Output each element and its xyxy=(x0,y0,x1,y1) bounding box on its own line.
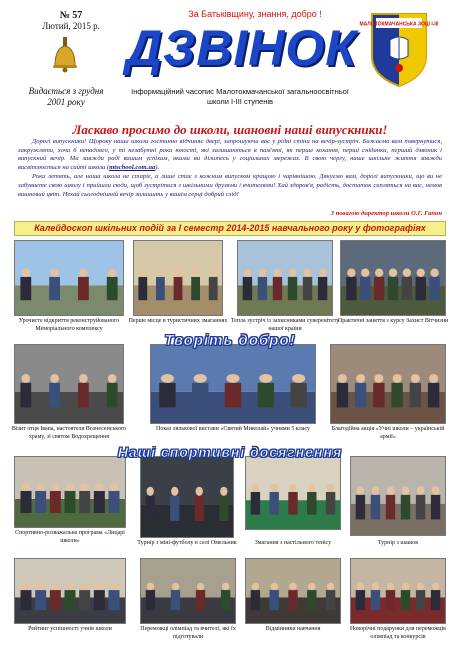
section-title-sports: Наші спортивні досягнення xyxy=(117,444,343,460)
letter-paragraph: Роки летять, але наша школа не старіє, а лише стає з кожним випуском кращою і чарівнішою. Дякуємо вам, дорогі випускники, що ви не забуваєте свою школу і прийшли сюди, щоб зустрітися з шкільними друзями і вчителями! Хай здоров'я, радість, достаток сипляться на вас, немов вишневий цвіт. Нехай сьогоднішній вечір залишить у вашім серці добрий слід! xyxy=(18,173,442,198)
letter-paragraph-suffix: ). xyxy=(155,163,160,171)
issue-date: Лютий, 2015 р. xyxy=(42,21,100,31)
photo-caption: Відмінники навчання xyxy=(265,626,321,632)
event-photo xyxy=(245,456,341,530)
event-photo xyxy=(330,344,446,424)
photo-caption: Практичні заняття з курсу Захист Вітчизни xyxy=(337,318,449,324)
event-photo xyxy=(340,240,446,316)
published-since: Видається з грудня 2001 року xyxy=(28,86,104,107)
photo-caption: Переможці олімпіад та вчителі, які їх підготували xyxy=(140,626,236,640)
photo-caption: Тепла зустріч із захисниками суверенітету нашої країни xyxy=(230,318,340,332)
photo-caption: Візит отця Івана, настоятеля Вознесенського храму, зі святом Водохрещення xyxy=(11,426,127,440)
event-photo xyxy=(133,240,223,316)
welcome-letter xyxy=(18,138,442,200)
photo-caption: Перше місце в туристичних змаганнях xyxy=(128,318,228,324)
event-photo xyxy=(140,456,234,538)
photo-caption: Турнір з шашок xyxy=(377,540,419,546)
photo-caption: Турнір з міні-футболу в селі Омельник xyxy=(137,540,237,546)
photo-caption: Новорічні подарунки для переможців олімпіад та конкурсів xyxy=(349,626,447,640)
slogan: За Батьківщину, знання, добро ! xyxy=(188,9,322,19)
welcome-heading: Ласкаво просимо до школи, шановні наші випускники! xyxy=(72,122,388,137)
issue-number: № 57 xyxy=(59,10,83,21)
event-photo xyxy=(350,456,446,536)
photo-caption: Змагання з настільного тенісу xyxy=(254,540,332,546)
director-signature: З повагою директор школи О.Г. Гапон xyxy=(330,210,442,217)
school-emblem xyxy=(359,10,439,88)
letter-paragraph xyxy=(18,138,442,172)
school-site-link[interactable]: mtschool.com.ua xyxy=(109,163,156,171)
event-photo xyxy=(245,558,341,624)
event-photo xyxy=(140,558,236,624)
event-photo xyxy=(14,344,124,424)
photo-caption: Урочисте відкриття реконструйованого Меморіального комплексу xyxy=(18,318,120,332)
photo-caption: Спортивно-розважальна програма «Лицарі школи» xyxy=(15,530,125,544)
newspaper-title: ДЗВІНОК xyxy=(126,20,357,76)
photo-caption: Рейтинг успішності учнів школи xyxy=(28,626,112,632)
event-photo xyxy=(14,558,126,624)
emblem-caption: МАЛОТОКМАЧАНСЬКА ЗОШ І-ІІІ xyxy=(359,21,439,28)
photo-caption: Благодійна акція «Учні школи – українській армії» xyxy=(331,426,445,440)
event-photo xyxy=(14,456,126,528)
letter-paragraph-text: Дорогі випускники! Щороку наша школа гостинно відчиняє двері, запрошуючи вас у рідні стіни на вечір-зустріч. Бажаємо вам повернутися, закружляти, хоча б ненадовго, у ті незабутні роки юності, які залишаються в пам'яті, як перше кохання, перші сніданки, перший дзвоник і випускний вечір. Ми завжди раді вашим успіхам, якими ви ділитесь у соціальних мережах. В свою чергу, наше шкільне життя завжди висвітлюється на сайті школи ( xyxy=(18,138,442,171)
bell-icon xyxy=(48,36,82,74)
photo-caption: Показ лялькової вистави «Святий Миколай» учнями 5 класу xyxy=(155,426,310,432)
event-photo xyxy=(14,240,124,316)
photo-section-banner: Калейдоскоп шкільних подій за І семестр 2014-2015 навчального року у фотографіях xyxy=(14,221,446,236)
issue-info xyxy=(40,10,102,32)
event-photo xyxy=(237,240,333,316)
newspaper-subtitle: Інформаційний часопис Малотокмачанської загальноосвітньої школи І-ІІІ ступенів xyxy=(131,87,349,106)
event-photo xyxy=(350,558,446,624)
section-title-creativity: Творіть добро! xyxy=(164,332,296,349)
event-photo xyxy=(150,344,316,424)
